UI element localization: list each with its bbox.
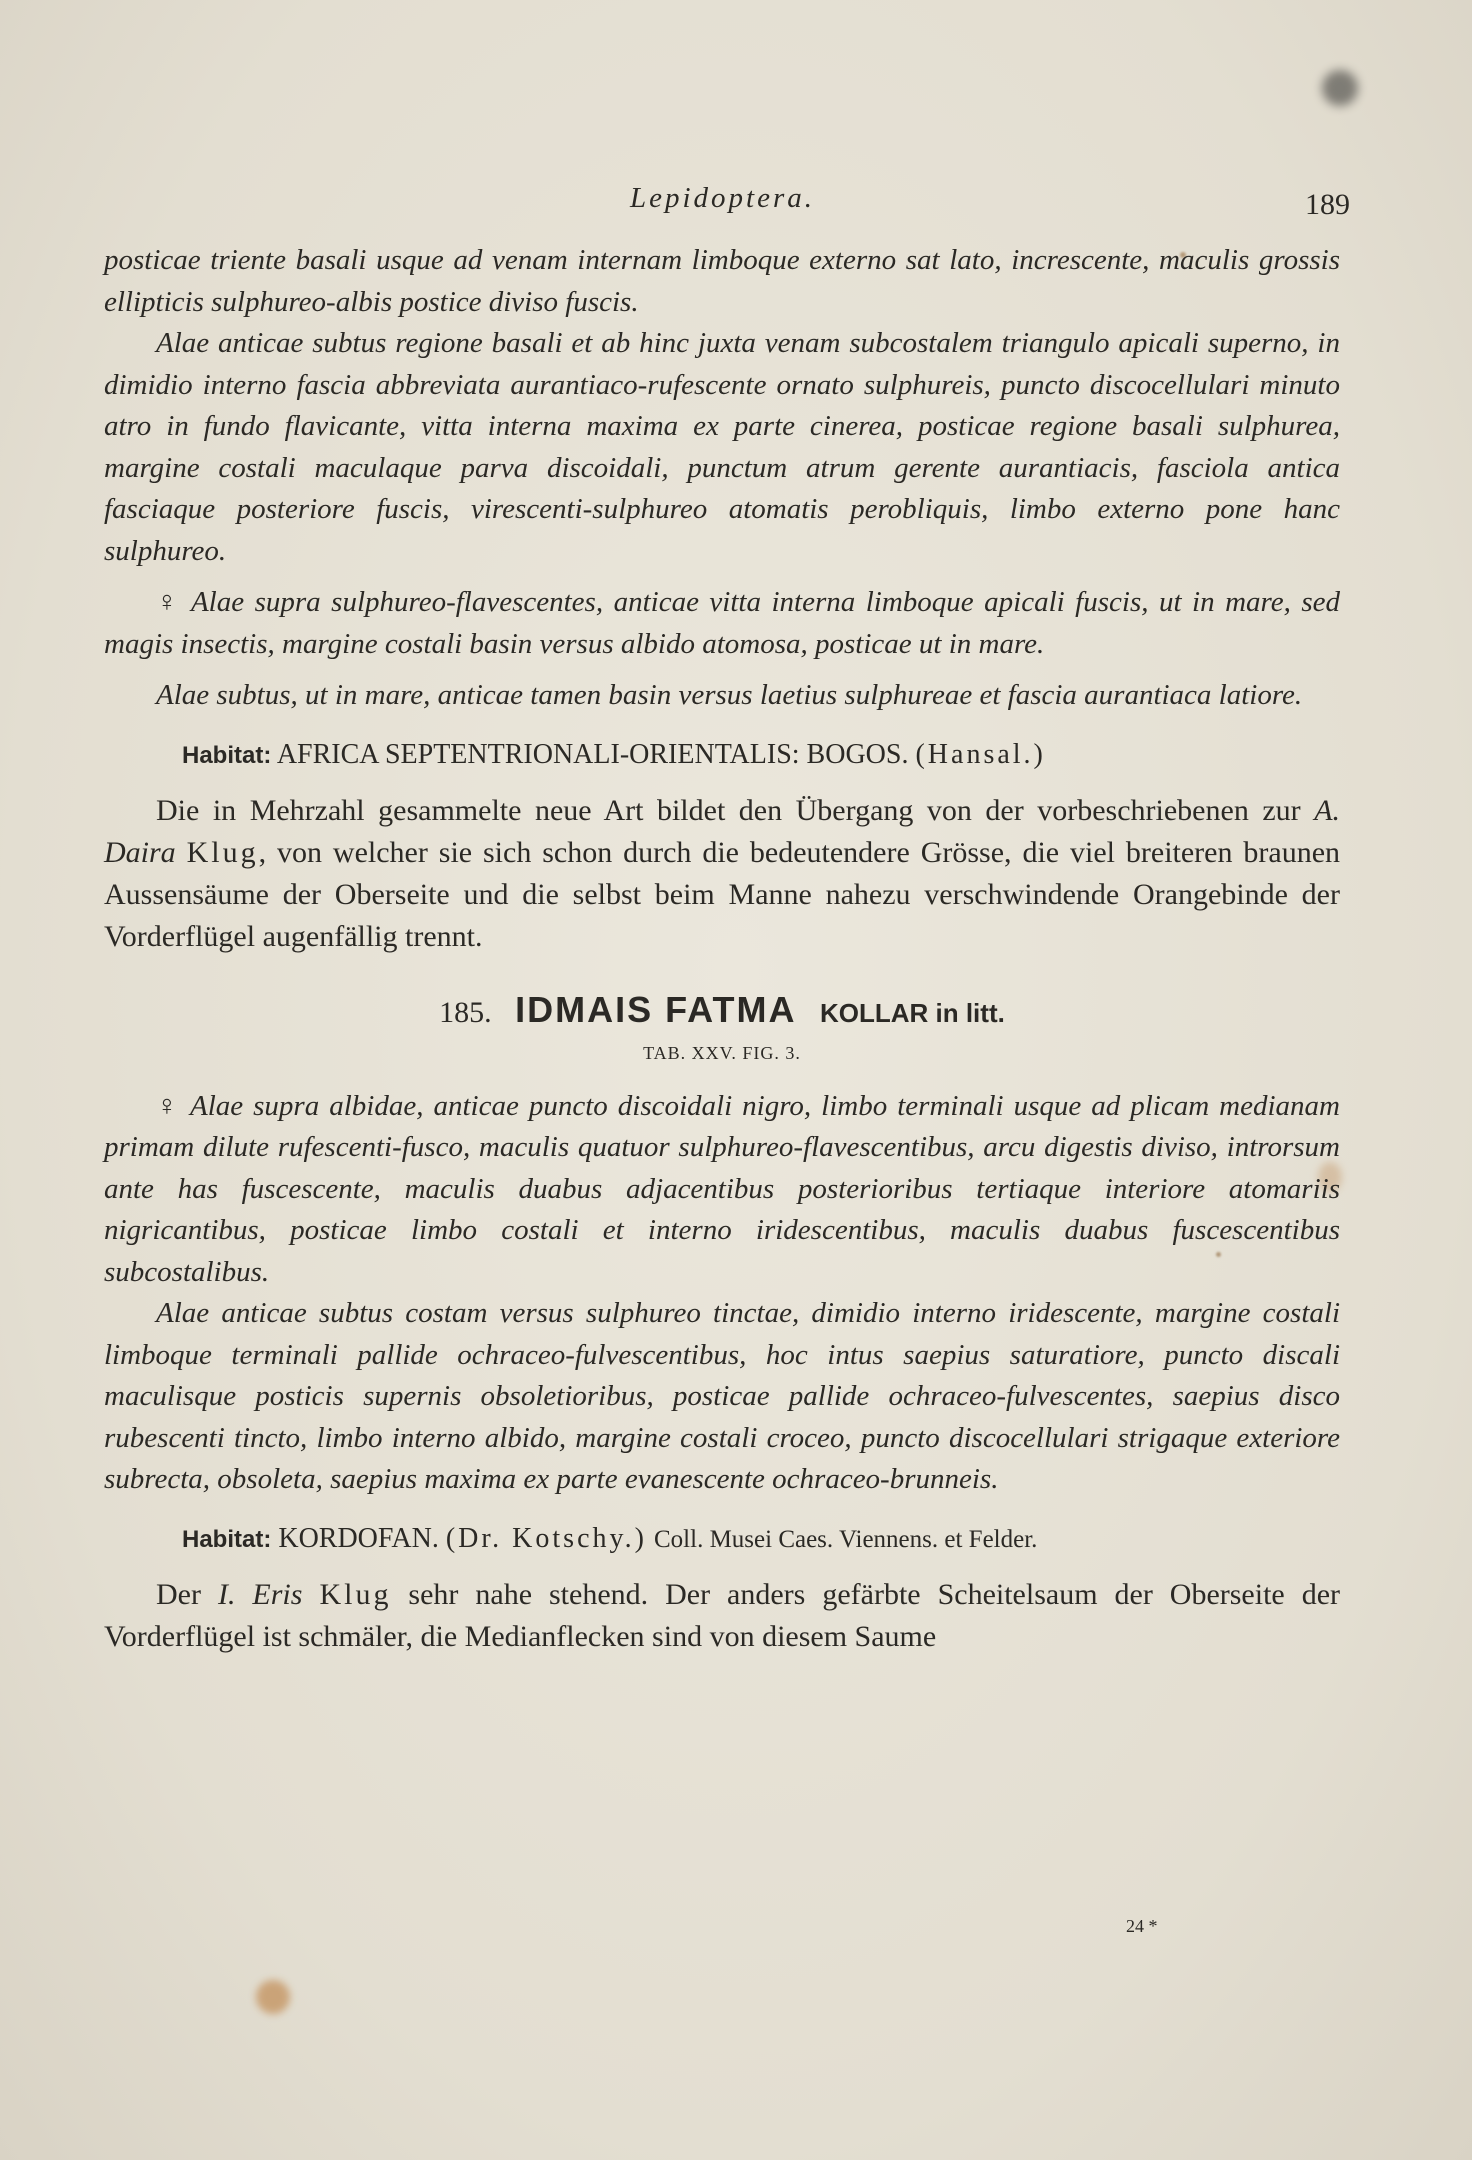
taxon-name: A. Daira [104, 793, 1341, 869]
species-author: KOLLAR in litt. [819, 997, 1005, 1028]
signature-mark: 24 * [1126, 1916, 1158, 1936]
taxon-name: I. Eris [217, 1577, 303, 1611]
collection-note: Coll. Musei Caes. Viennens. et Felder. [654, 1525, 1038, 1553]
latin-description: Alae subtus, ut in mare, anticae tamen basin versus laetius sulphureae et fascia aurantiaca latiore. [156, 679, 1303, 711]
habitat-locality: AFRICA SEPTENTRIONALI-ORIENTALIS: BOGOS. [276, 738, 909, 770]
species-name: IDMAIS FATMA [515, 988, 797, 1030]
german-text: Die in Mehrzahl gesammelte neue Art bildet den Übergang von der vorbeschriebenen zur [156, 793, 1301, 827]
habitat-label: Habitat: [182, 1525, 272, 1553]
habitat-line [182, 1519, 1340, 1560]
german-text: sehr nahe stehend. Der anders gefärbte Scheitelsaum der Oberseite der Vorderflügel ist schmäler, die Medianflecken sind von diesem Saume [104, 1577, 1341, 1653]
habitat-collector: (Dr. Kotschy.) [445, 1522, 647, 1554]
habitat-line [182, 735, 1340, 776]
habitat-locality: KORDOFAN. [278, 1522, 439, 1554]
habitat-collector: (Hansal.) [915, 738, 1046, 770]
running-head: Lepidoptera. [630, 182, 816, 214]
german-text: , von welcher sie sich schon durch die bedeutendere Grösse, die viel breiteren braunen Aussensäume der Oberseite und die selbst beim Manne nahezu verschwindende Orangebinde der Vorderflügel augenfällig trennt. [104, 835, 1341, 953]
foxing-spot [256, 1980, 290, 2014]
german-remarks [104, 1574, 1340, 1658]
taxon-author: Klug [186, 835, 259, 869]
latin-description: Alae anticae subtus regione basali et ab hinc juxta venam subcostalem triangulo apicali superno, in dimidio interno fascia abbreviata aurantiaco-rufescente ornato sulphureis, puncto discocellulari minuto atro in fundo flavicante, vitta interna maxima ex parte cinerea, posticae regione basali sulphurea, margine costali maculaque parva discoidali, punctum atrum gerente aurantiacis, fasciola antica fasciaque posteriore fuscis, virescenti-sulphureo atomatis perobliquis, limbo externo pone hanc sulphureo. [104, 327, 1340, 567]
latin-description: posticae triente basali usque ad venam internam limboque externo sat lato, increscente, maculis grossis ellipticis sulphureo-albis postice diviso fuscis. [104, 244, 1340, 318]
latin-description: ♀ Alae supra albidae, anticae puncto discoidali nigro, limbo terminali usque ad plicam medianam primam dilute rufescenti-fusco, maculis quatuor sulphureo-flavescentibus, arcu digestis diviso, introrsum ante has fuscescente, maculis duabus adjacentibus posterioribus tertiaque interiore atomariis nigricantibus, posticae limbo costali et interno iridescentibus, maculis duabus fuscescentibus subcostalibus. [104, 1089, 1340, 1288]
ink-stain [1322, 70, 1358, 106]
german-remarks [104, 790, 1340, 958]
species-heading [104, 988, 1340, 1035]
plate-reference: TAB. XXV. FIG. 3. [643, 1042, 801, 1063]
latin-description: Alae anticae subtus costam versus sulphureo tinctae, dimidio interno iridescente, margine costali limboque terminali pallide ochraceo-fulvescentibus, hoc intus saepius saturatiore, puncto discali maculisque posticis supernis obsoletioribus, posticae pallide ochraceo-fulvescentes, saepius disco rubescenti tincto, limbo interno albido, margine costali croceo, puncto discocellulari strigaque exteriore subrecta, obsoleta, saepius maxima ex parte evanescente ochraceo-brunneis. [104, 1297, 1340, 1495]
latin-description: ♀ Alae supra sulphureo-flavescentes, anticae vitta interna limboque apicali fuscis, ut in mare, sed magis insectis, margine costali basin versus albido atomosa, posticae ut in mare. [104, 586, 1340, 660]
taxon-author: Klug [319, 1577, 392, 1611]
german-text: Der [156, 1577, 201, 1611]
page-header [110, 182, 1350, 232]
species-number: 185. [439, 995, 492, 1029]
page-body [104, 240, 1340, 1658]
habitat-label: Habitat: [182, 741, 272, 769]
page-number: 189 [1305, 188, 1350, 221]
